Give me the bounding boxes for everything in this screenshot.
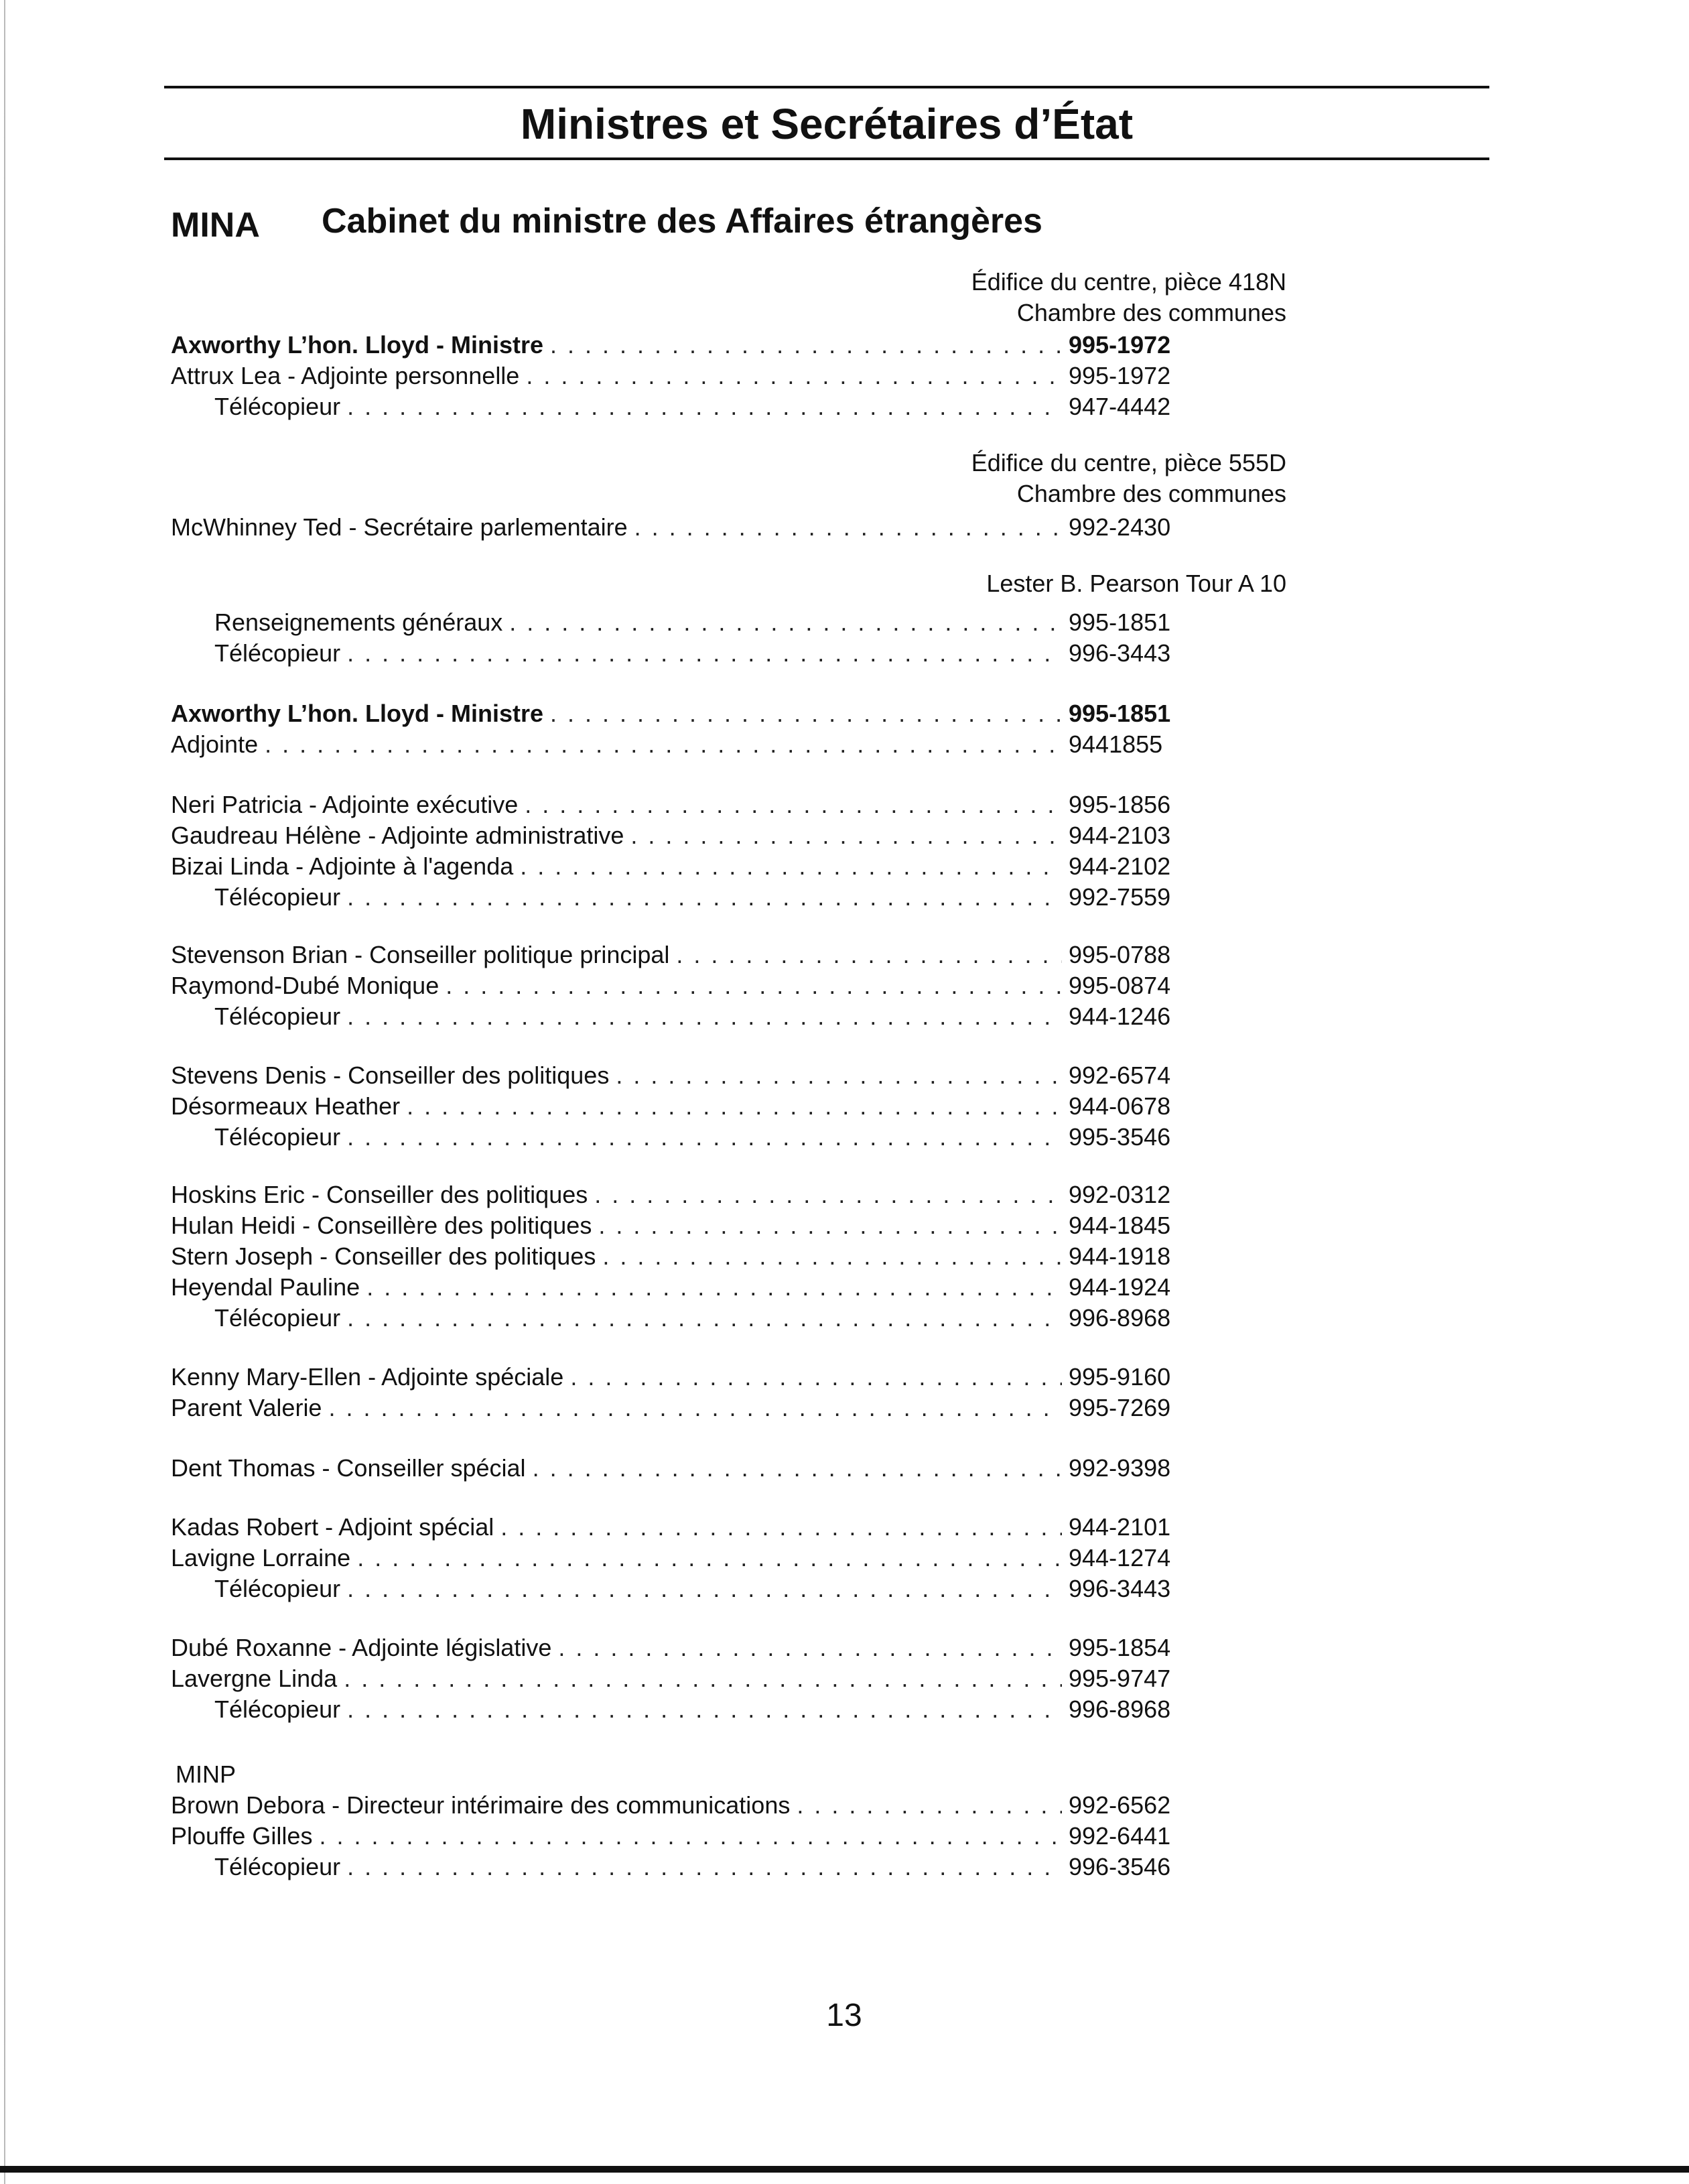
entry-name: Télécopieur (214, 1853, 341, 1880)
directory-entry (171, 1303, 1189, 1334)
entry-phone: 996-3546 (1069, 1853, 1171, 1880)
entry-phone: 996-3443 (1069, 1575, 1171, 1602)
dot-leader (347, 1573, 1062, 1604)
directory-entry (171, 512, 1189, 543)
directory-entry (171, 361, 1189, 391)
entry-name: Stern Joseph - Conseiller des politiques (171, 1242, 596, 1270)
dot-leader (328, 1393, 1062, 1423)
section-code: MINA (171, 206, 260, 245)
entry-phone: 944-2102 (1069, 852, 1171, 880)
dot-leader (500, 1512, 1062, 1543)
directory-entry (171, 1362, 1189, 1393)
dot-leader (347, 1694, 1062, 1725)
directory-entry (171, 1453, 1189, 1484)
dot-leader (602, 1241, 1062, 1272)
title-rule-bottom (164, 157, 1489, 160)
entry-phone: 944-1924 (1069, 1273, 1171, 1301)
entry-name: Neri Patricia - Adjointe exécutive (171, 791, 519, 818)
directory-entry (171, 1543, 1189, 1573)
directory-entry (171, 1091, 1189, 1122)
address-block (737, 448, 1286, 509)
entry-name: Parent Valerie (171, 1394, 322, 1421)
entry-phone: 9441855 (1069, 730, 1163, 758)
dot-leader (616, 1060, 1062, 1091)
entry-name: Adjointe (171, 730, 259, 758)
entry-name: Bizai Linda - Adjointe à l'agenda (171, 852, 514, 880)
directory-entry (171, 1210, 1189, 1241)
dot-leader (446, 970, 1062, 1001)
entry-name: Hoskins Eric - Conseiller des politiques (171, 1181, 588, 1208)
directory-entry (171, 970, 1189, 1001)
entry-phone: 992-6441 (1069, 1822, 1171, 1850)
entry-name: McWhinney Ted - Secrétaire parlementaire (171, 513, 628, 541)
entry-phone: 995-1972 (1069, 331, 1171, 359)
dot-leader (265, 729, 1062, 760)
address-block (737, 267, 1286, 328)
dot-leader (598, 1210, 1062, 1241)
entry-name: Télécopieur (214, 1695, 341, 1723)
directory-entry (171, 607, 1189, 638)
entry-name: Dent Thomas - Conseiller spécial (171, 1454, 526, 1482)
entry-name: Télécopieur (214, 393, 341, 420)
dot-leader (550, 330, 1062, 361)
entry-name: Renseignements généraux (214, 608, 503, 636)
dot-leader (407, 1091, 1062, 1122)
entry-phone: 995-1851 (1069, 700, 1171, 727)
entry-phone: 992-7559 (1069, 883, 1171, 911)
group-label-minp: MINP (176, 1760, 236, 1788)
entry-phone: 995-1851 (1069, 608, 1171, 636)
entry-name: Télécopieur (214, 1123, 341, 1151)
address-line: Chambre des communes (1016, 480, 1286, 507)
entry-name: Désormeaux Heather (171, 1092, 401, 1120)
entry-phone: 944-1274 (1069, 1544, 1171, 1571)
page-number: 13 (826, 1998, 862, 2033)
directory-entry (171, 1001, 1189, 1032)
entry-phone: 995-1856 (1069, 791, 1171, 818)
directory-entry (171, 940, 1189, 970)
directory-entry (171, 1632, 1189, 1663)
dot-leader (347, 1122, 1062, 1153)
entry-phone: 996-3443 (1069, 639, 1171, 667)
entry-phone: 944-2103 (1069, 822, 1171, 849)
entry-phone: 995-9160 (1069, 1363, 1171, 1391)
entry-phone: 996-8968 (1069, 1304, 1171, 1332)
entry-name: Kadas Robert - Adjoint spécial (171, 1513, 494, 1541)
directory-entry (171, 1663, 1189, 1694)
directory-entry (171, 1573, 1189, 1604)
address-block (737, 568, 1286, 599)
address-line: Édifice du centre, pièce 418N (971, 268, 1286, 296)
directory-entry (171, 330, 1189, 361)
directory-entry (171, 1241, 1189, 1272)
directory-entry (171, 1060, 1189, 1091)
entry-phone: 995-7269 (1069, 1394, 1171, 1421)
title-rule-top (164, 86, 1489, 88)
dot-leader (634, 512, 1062, 543)
directory-entry (171, 1122, 1189, 1153)
entry-name: Kenny Mary-Ellen - Adjointe spéciale (171, 1363, 564, 1391)
dot-leader (630, 820, 1062, 851)
entry-name: Raymond-Dubé Monique (171, 972, 440, 999)
dot-leader (347, 638, 1062, 669)
entry-phone: 995-1854 (1069, 1634, 1171, 1661)
entry-phone: 992-9398 (1069, 1454, 1171, 1482)
directory-entry (171, 1790, 1189, 1821)
entry-phone: 995-1972 (1069, 362, 1171, 389)
dot-leader (525, 789, 1062, 820)
entry-phone: 944-1918 (1069, 1242, 1171, 1270)
entry-name: Télécopieur (214, 639, 341, 667)
entry-phone: 995-3546 (1069, 1123, 1171, 1151)
dot-leader (319, 1821, 1062, 1852)
dot-leader (533, 1453, 1062, 1484)
entry-name: Dubé Roxanne - Adjointe législative (171, 1634, 552, 1661)
entry-phone: 995-9747 (1069, 1665, 1171, 1692)
entry-phone: 995-0874 (1069, 972, 1171, 999)
address-line: Chambre des communes (1016, 299, 1286, 326)
dot-leader (347, 882, 1062, 913)
entry-name: Télécopieur (214, 1304, 341, 1332)
entry-name: Lavergne Linda (171, 1665, 338, 1692)
address-line: Édifice du centre, pièce 555D (971, 449, 1286, 476)
dot-leader (570, 1362, 1062, 1393)
entry-name: Télécopieur (214, 1575, 341, 1602)
entry-name: Gaudreau Hélène - Adjointe administrative (171, 822, 624, 849)
directory-entry (171, 729, 1189, 760)
directory-entry (171, 851, 1189, 882)
directory-entry (171, 1512, 1189, 1543)
entry-name: Attrux Lea - Adjointe personnelle (171, 362, 520, 389)
address-line: Lester B. Pearson Tour A 10 (986, 570, 1286, 597)
entry-phone: 944-0678 (1069, 1092, 1171, 1120)
entry-phone: 992-0312 (1069, 1181, 1171, 1208)
directory-entry (171, 638, 1189, 669)
directory-entry (171, 391, 1189, 422)
entry-phone: 944-2101 (1069, 1513, 1171, 1541)
dot-leader (344, 1663, 1062, 1694)
scan-edge-bottom (0, 2166, 1689, 2173)
entry-phone: 992-6574 (1069, 1062, 1171, 1089)
dot-leader (347, 391, 1062, 422)
directory-entry (171, 820, 1189, 851)
directory-entry (171, 1694, 1189, 1725)
entry-phone: 992-6562 (1069, 1791, 1171, 1819)
dot-leader (676, 940, 1062, 970)
dot-leader (357, 1543, 1062, 1573)
dot-leader (526, 361, 1062, 391)
entry-phone: 995-0788 (1069, 941, 1171, 968)
directory-entry (171, 1179, 1189, 1210)
entry-phone: 944-1246 (1069, 1003, 1171, 1030)
dot-leader (366, 1272, 1062, 1303)
entry-name: Hulan Heidi - Conseillère des politiques (171, 1212, 592, 1239)
entry-name: Télécopieur (214, 1003, 341, 1030)
entry-name: Axworthy L’hon. Lloyd - Ministre (171, 331, 544, 359)
entry-name: Lavigne Lorraine (171, 1544, 351, 1571)
directory-entry (171, 882, 1189, 913)
page-title: Ministres et Secrétaires d’État (520, 100, 1134, 148)
section-title: Cabinet du ministre des Affaires étrangères (322, 202, 1042, 241)
entry-phone: 947-4442 (1069, 393, 1171, 420)
dot-leader (558, 1632, 1062, 1663)
dot-leader (550, 698, 1062, 729)
dot-leader (594, 1179, 1062, 1210)
entry-phone: 996-8968 (1069, 1695, 1171, 1723)
entry-name: Axworthy L’hon. Lloyd - Ministre (171, 700, 544, 727)
dot-leader (347, 1852, 1062, 1882)
entry-name: Heyendal Pauline (171, 1273, 360, 1301)
directory-entry (171, 1821, 1189, 1852)
dot-leader (347, 1001, 1062, 1032)
directory-entry (171, 698, 1189, 729)
entry-name: Plouffe Gilles (171, 1822, 313, 1850)
directory-entry (171, 1272, 1189, 1303)
directory-entry (171, 789, 1189, 820)
directory-entry (171, 1393, 1189, 1423)
dot-leader (520, 851, 1062, 882)
entry-name: Stevens Denis - Conseiller des politiques (171, 1062, 610, 1089)
entry-name: Stevenson Brian - Conseiller politique principal (171, 941, 670, 968)
dot-leader (797, 1790, 1062, 1821)
entry-phone: 944-1845 (1069, 1212, 1171, 1239)
entry-phone: 992-2430 (1069, 513, 1171, 541)
directory-entry (171, 1852, 1189, 1882)
entry-name: Brown Debora - Directeur intérimaire des communications (171, 1791, 791, 1819)
entry-name: Télécopieur (214, 883, 341, 911)
dot-leader (509, 607, 1062, 638)
scan-edge-left (4, 0, 5, 2184)
dot-leader (347, 1303, 1062, 1334)
